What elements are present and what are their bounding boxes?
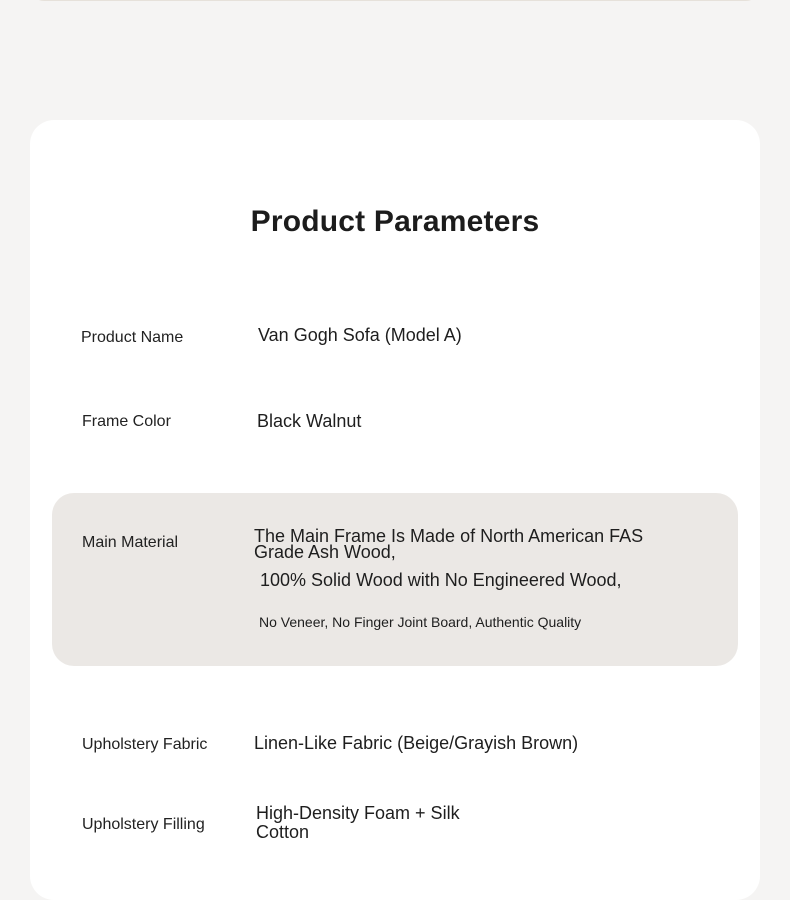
param-row-product-name bbox=[30, 320, 760, 354]
param-label: Main Material bbox=[82, 534, 179, 551]
param-value: High-Density Foam + Silk Cotton bbox=[256, 803, 460, 842]
param-value: Van Gogh Sofa (Model A) bbox=[258, 325, 462, 345]
param-value-line-3: No Veneer, No Finger Joint Board, Authentic Quality bbox=[259, 614, 582, 630]
param-value: Black Walnut bbox=[257, 411, 362, 431]
param-row-main-material bbox=[52, 493, 738, 666]
param-label: Upholstery Filling bbox=[82, 816, 205, 833]
param-value: Linen-Like Fabric (Beige/Grayish Brown) bbox=[254, 733, 579, 753]
previous-section-edge bbox=[30, 0, 760, 1]
param-row-frame-color bbox=[30, 405, 760, 439]
param-value-line-2: 100% Solid Wood with No Engineered Wood, bbox=[260, 570, 622, 590]
param-row-upholstery-fabric bbox=[30, 727, 760, 761]
param-value-line-1: The Main Frame Is Made of North American FAS Grade Ash Wood, bbox=[254, 526, 644, 562]
param-label: Product Name bbox=[81, 329, 184, 346]
param-label: Frame Color bbox=[82, 413, 171, 430]
section-title: Product Parameters bbox=[250, 205, 540, 238]
product-parameters-card bbox=[30, 120, 760, 900]
param-row-upholstery-filling bbox=[30, 804, 760, 848]
param-label: Upholstery Fabric bbox=[82, 736, 208, 753]
